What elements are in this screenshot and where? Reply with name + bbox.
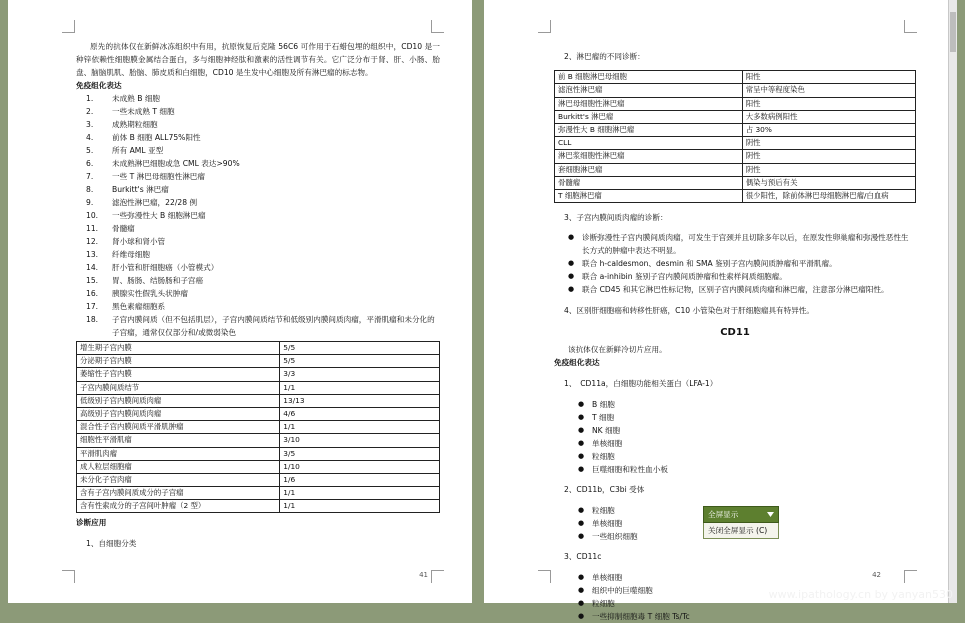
section-title: 2、淋巴瘤的不同诊断：	[564, 51, 645, 61]
table-row	[77, 434, 440, 447]
table-row	[77, 407, 440, 420]
scrollbar-thumb[interactable]	[950, 12, 956, 52]
bullet-icon: ●	[578, 612, 585, 620]
table-cell-label: 前 B 细胞淋巴母细胞	[555, 71, 743, 84]
table-cell-label: 混合性子宫内膜间质平滑肌肿瘤	[77, 421, 280, 434]
list-item	[76, 300, 440, 313]
table-cell-value: 占 30%	[742, 123, 915, 136]
cd11b-title: 2、CD11b，C3bi 受体	[564, 485, 645, 495]
item-text: Burkitt's 淋巴瘤	[112, 185, 169, 194]
cd11-intro: 该抗体仅在新鲜冷切片应用。	[568, 345, 667, 355]
table-row	[555, 137, 916, 150]
bullet-icon: ●	[568, 272, 575, 281]
list-item	[76, 313, 440, 339]
bullet-icon: ●	[578, 464, 585, 473]
bullet-item	[578, 463, 916, 476]
chevron-down-icon[interactable]	[767, 510, 774, 519]
bullet-text: 粒细胞	[592, 599, 615, 608]
application-item: 1、自细胞分类	[86, 539, 137, 549]
table-cell-value: 阳性	[742, 97, 915, 110]
table-cell-value: 很少阳性，除前体淋巴母细胞淋巴瘤/白血病	[742, 189, 915, 202]
item-text: 纤维母细胞	[112, 250, 150, 259]
item-number: 15.	[86, 276, 99, 285]
table-cell-label: 套细胞淋巴瘤	[555, 163, 743, 176]
bullet-icon: ●	[578, 451, 585, 460]
table-cell-value: 1/1	[280, 500, 440, 513]
bullet-item	[578, 398, 916, 411]
item-text: 滤泡性淋巴瘤，22/28 例	[112, 198, 198, 207]
table-row	[77, 473, 440, 486]
list-item	[76, 274, 440, 287]
item-text: 肝小管和肝细胞癌（小管模式）	[112, 263, 219, 272]
page-number: 41	[419, 571, 428, 579]
table-row	[77, 447, 440, 460]
table-row	[77, 460, 440, 473]
fullscreen-popup	[703, 506, 779, 539]
section-heading: 免疫组化表达	[554, 358, 600, 368]
table-cell-label: 萎缩性子宫内膜	[77, 368, 280, 381]
list-item	[76, 144, 440, 157]
item-number: 8.	[86, 185, 94, 194]
list-item	[76, 131, 440, 144]
bullet-text: 联合 a-inhibin 鉴别子宫内膜间质肿瘤和性索样间质细胞瘤。	[582, 272, 787, 282]
item-number: 17.	[86, 302, 99, 311]
item-text: 骨髓瘤	[112, 224, 135, 233]
cd11c-title: 3、CD11c	[564, 552, 602, 562]
list-item	[76, 248, 440, 261]
crop-mark	[62, 20, 75, 33]
bullet-text: B 细胞	[592, 399, 615, 409]
table-row	[555, 97, 916, 110]
table-cell-value: 4/6	[280, 407, 440, 420]
bullet-item	[578, 437, 916, 450]
cd11a-title: 1、 CD11a，白细胞功能相关蛋白（LFA-1）	[564, 379, 718, 389]
table-cell-value: 5/5	[280, 355, 440, 368]
document-page-left	[8, 0, 472, 603]
item-text: 胰腺实性假乳头状肿瘤	[112, 289, 188, 298]
bullet-text: 单核细胞	[592, 573, 623, 582]
bullet-icon: ●	[578, 518, 585, 527]
item-number: 12.	[86, 237, 99, 246]
crop-mark	[538, 20, 551, 33]
list-item	[76, 105, 440, 118]
table-cell-value: 阳性	[742, 71, 915, 84]
table-row	[555, 176, 916, 189]
table-cell-value: 1/1	[280, 381, 440, 394]
item-number: 10.	[86, 211, 99, 220]
table-cell-label: 增生期子宫内膜	[77, 342, 280, 355]
bullet-item	[578, 610, 916, 623]
item-number: 9.	[86, 198, 94, 207]
table-row	[77, 394, 440, 407]
item-text: 肾小球和肾小管	[112, 237, 166, 246]
list-item	[76, 209, 440, 222]
crop-mark	[62, 570, 75, 583]
uterine-tumor-table	[76, 341, 440, 513]
table-cell-value: 阴性	[742, 163, 915, 176]
bullet-text: 单核细胞	[592, 438, 623, 448]
list-item	[76, 287, 440, 300]
table-row	[555, 189, 916, 202]
table-cell-value: 5/5	[280, 342, 440, 355]
list-item	[76, 92, 440, 105]
section-heading: 诊断应用	[76, 518, 107, 528]
item-text: 黑色素瘤细胞系	[112, 302, 166, 311]
table-cell-label: 子宫内膜间质结节	[77, 381, 280, 394]
table-row	[77, 487, 440, 500]
bullet-icon: ●	[568, 233, 575, 242]
table-row	[77, 500, 440, 513]
bullet-text: NK 细胞	[592, 425, 621, 435]
fullscreen-title: 全屏显示	[708, 510, 739, 519]
list-item	[76, 157, 440, 170]
bullet-text: 粒细胞	[592, 505, 615, 515]
bullet-item	[568, 257, 916, 270]
item-text: 胃、肠肠、结肠肠和子宫癌	[112, 276, 204, 285]
item-number: 16.	[86, 289, 99, 298]
page-number: 42	[872, 571, 881, 579]
expression-list	[76, 92, 440, 339]
cd11-title: CD11	[720, 327, 750, 339]
bullet-text: 单核细胞	[592, 518, 623, 528]
table-cell-value: 阴性	[742, 137, 915, 150]
lymphoma-table	[554, 70, 916, 203]
crop-mark	[904, 20, 917, 33]
table-row	[77, 381, 440, 394]
table-cell-value: 3/3	[280, 368, 440, 381]
item-number: 6.	[86, 159, 94, 168]
section-heading: 免疫组化表达	[76, 81, 122, 90]
bullet-item	[568, 283, 916, 296]
table-cell-label: 滤泡性淋巴瘤	[555, 84, 743, 97]
table-cell-label: 淋巴浆细胞性淋巴瘤	[555, 150, 743, 163]
watermark: www.ipathology.cn by yanyan530	[768, 588, 953, 601]
bullet-text: 一些抑制细胞毒 T 细胞 Ts/Tc	[592, 612, 690, 621]
intro-paragraph: 原先的抗体仅在新鲜冰冻组织中有用，抗原恢复后克隆 56C6 可作用于石蜡包埋的组织中，CD10 是一种锌依赖性细胞膜金属结合蛋白，多与细胞神经肽和激素的活性调节有关。它广泛分布于肾、肝、小肠、胎盘、脑脑肌肌、胎脑、肺皮质和白细胞，CD10 是生发中心细胞及所有淋巴瘤的标志物。	[76, 42, 440, 77]
item-number: 18.	[86, 315, 99, 324]
bullet-text: 联合 h-caldesmon、desmin 和 SMA 鉴别子宫内膜间质肿瘤和平滑肌瘤。	[582, 259, 837, 269]
bullet-text: 粒细胞	[592, 451, 615, 461]
crop-mark	[431, 20, 444, 33]
item-text: 一些弥漫性大 B 细胞淋巴瘤	[112, 211, 206, 220]
list-item	[76, 196, 440, 209]
bullet-icon: ●	[578, 425, 585, 434]
bullet-text: 一些组织细胞	[592, 531, 638, 541]
item-number: 4.	[86, 133, 94, 142]
table-cell-label: T 细胞淋巴瘤	[555, 189, 743, 202]
table-cell-value: 1/1	[280, 487, 440, 500]
table-cell-label: 弥漫性大 B 细胞淋巴瘤	[555, 123, 743, 136]
table-cell-label: 成人粒层细胞瘤	[77, 460, 280, 473]
bullet-text: 组织中的巨噬细胞	[592, 586, 653, 595]
crop-mark	[431, 570, 444, 583]
table-cell-value: 大多数病例阳性	[742, 110, 915, 123]
bullet-item	[578, 450, 916, 463]
item-number: 2.	[86, 107, 94, 116]
list-item	[76, 235, 440, 248]
table-cell-value: 偶染与预后有关	[742, 176, 915, 189]
table-cell-value: 1/1	[280, 421, 440, 434]
table-cell-label: 含有子宫内膜间质成分的子宫瘤	[77, 487, 280, 500]
item-text: 所有 AML 亚型	[112, 146, 164, 155]
table-cell-value: 13/13	[280, 394, 440, 407]
table-cell-value: 3/5	[280, 447, 440, 460]
table-row	[555, 123, 916, 136]
table-cell-value: 1/10	[280, 460, 440, 473]
table-cell-label: CLL	[555, 137, 743, 150]
bullet-text: T 细胞	[592, 412, 615, 422]
item-text: 未成熟 B 细胞	[112, 94, 161, 103]
bullet-icon: ●	[568, 285, 575, 294]
item-number: 13.	[86, 250, 99, 259]
bullet-icon: ●	[578, 599, 585, 607]
table-cell-value: 3/10	[280, 434, 440, 447]
bullet-icon: ●	[578, 399, 585, 408]
table-cell-value: 常呈中等程度染色	[742, 84, 915, 97]
bullet-icon: ●	[578, 531, 585, 540]
bullet-item	[578, 424, 916, 437]
close-fullscreen-button[interactable]: 关闭全屏显示 (C)	[703, 523, 779, 539]
table-row	[77, 342, 440, 355]
table-cell-label: 分泌期子宫内膜	[77, 355, 280, 368]
crop-mark	[538, 570, 551, 583]
table-row	[555, 71, 916, 84]
bullet-item	[578, 411, 916, 424]
item-number: 3.	[86, 120, 94, 129]
table-row	[555, 150, 916, 163]
table-row	[77, 368, 440, 381]
item-number: 11.	[86, 224, 99, 233]
item-number: 1.	[86, 94, 94, 103]
diagnosis-bullet-list	[568, 231, 916, 296]
table-cell-label: 低级别子宫内膜间质肉瘤	[77, 394, 280, 407]
bullet-item	[578, 571, 916, 584]
section-title: 3、子宫内膜间质肉瘤的诊断：	[564, 212, 668, 222]
cd11a-list	[578, 398, 916, 476]
table-cell-label: 平滑肌肉瘤	[77, 447, 280, 460]
list-item	[76, 118, 440, 131]
item-text: 子宫内膜间质（但不包括肌层），子宫内膜间质结节和低级别内膜间质肉瘤，平滑肌瘤和未分化的子宫瘤，通常仅仅部分和/或微弱染色	[112, 315, 435, 337]
item-text: 一些未成熟 T 细胞	[112, 107, 175, 116]
page-content	[76, 40, 440, 558]
bullet-text: 巨噬细胞和粒性血小板	[592, 464, 668, 474]
table-cell-value: 1/6	[280, 473, 440, 486]
table-row	[555, 163, 916, 176]
bullet-icon: ●	[578, 438, 585, 447]
table-row	[555, 84, 916, 97]
item-text: 未成熟淋巴细胞或急 CML 表达>90%	[112, 159, 240, 168]
table-row	[77, 355, 440, 368]
bullet-item	[568, 270, 916, 283]
table-cell-label: 骨髓瘤	[555, 176, 743, 189]
item-text: 前体 B 细胞 ALL75%阳性	[112, 133, 201, 142]
bullet-icon: ●	[578, 573, 585, 581]
table-cell-label: 含有性索成分的子宫间叶肿瘤（2 型）	[77, 500, 280, 513]
bullet-icon: ●	[578, 412, 585, 421]
table-row	[555, 110, 916, 123]
item-number: 14.	[86, 263, 99, 272]
bullet-text: 联合 CD45 和其它淋巴性标记物，区别子宫内膜间质肉瘤和淋巴瘤，注意部分淋巴瘤阳性。	[582, 285, 889, 295]
list-item	[76, 222, 440, 235]
item-text: 一些 T 淋巴母细胞性淋巴瘤	[112, 172, 205, 181]
table-cell-label: 未分化子宫肉瘤	[77, 473, 280, 486]
table-row	[77, 421, 440, 434]
item-number: 7.	[86, 172, 94, 181]
bullet-icon: ●	[568, 259, 575, 268]
bullet-item	[568, 231, 916, 257]
item-text: 成熟期粒细胞	[112, 120, 158, 129]
list-item	[76, 183, 440, 196]
list-item	[76, 170, 440, 183]
table-cell-label: 高级别子宫内膜间质肉瘤	[77, 407, 280, 420]
table-cell-value: 阴性	[742, 150, 915, 163]
bullet-icon: ●	[578, 505, 585, 514]
list-item	[76, 261, 440, 274]
bullet-icon: ●	[578, 586, 585, 594]
table-cell-label: Burkitt's 淋巴瘤	[555, 110, 743, 123]
section-item: 4、区别肝细胞癌和转移性肝癌，C10 小管染色对于肝细胞瘤具有特异性。	[564, 305, 815, 315]
table-cell-label: 淋巴母细胞性淋巴瘤	[555, 97, 743, 110]
item-number: 5.	[86, 146, 94, 155]
vertical-scrollbar[interactable]	[948, 0, 957, 603]
table-cell-label: 细胞性平滑肌瘤	[77, 434, 280, 447]
bullet-text: 诊断弥漫性子宫内膜间质肉瘤，可发生于宫颈并且切除多年以后，在原发性卵巢瘤和弥漫性恶性生长方式的肿瘤中表达不明显。	[582, 233, 909, 256]
fullscreen-menu-button[interactable]	[703, 506, 779, 523]
